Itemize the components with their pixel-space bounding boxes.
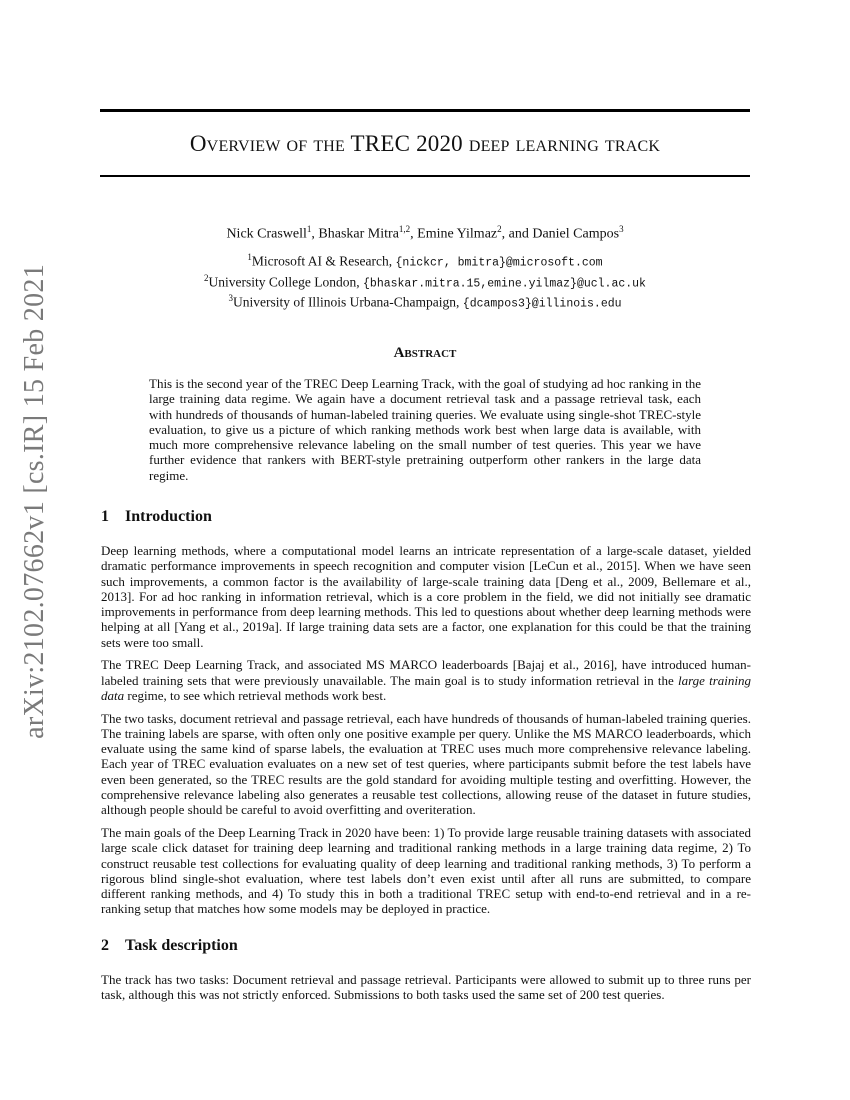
title-rule-bottom	[100, 175, 750, 177]
section-title: Task description	[125, 937, 238, 954]
author-separator: ,	[410, 226, 418, 242]
paper-title: Overview of the TREC 2020 deep learning track	[189, 131, 661, 156]
section-title: Introduction	[125, 508, 212, 525]
author-name: Nick Craswell	[226, 226, 307, 242]
abstract-heading: Abstract	[393, 345, 457, 361]
paragraph-emphasis: large training data	[101, 672, 751, 703]
author-separator: ,	[311, 226, 319, 242]
author-separator: , and	[501, 226, 533, 242]
section-number: 2	[101, 937, 109, 954]
paragraph-text: The TREC Deep Learning Track, and associated MS MARCO leaderboards [Bajaj et al., 2016], have introduced human-labeled training sets that were previously unavailable. The main goal is to study information retrieval in the	[101, 657, 751, 688]
affiliation-email: {bhaskar.mitra.15,emine.yilmaz}@ucl.ac.uk	[363, 277, 646, 290]
affiliation-name: University College London,	[208, 274, 364, 289]
arxiv-stamp-text: arXiv:2102.07662v1 [cs.IR] 15 Feb 2021	[19, 263, 50, 739]
abstract-text: This is the second year of the TREC Deep Learning Track, with the goal of studying ad hoc ranking in the large training data regime. We again have a document retrieval task and a passage retrieval task, each with hundreds of thousands of human-labeled training queries. We evaluate using single-shot TREC-style evaluation, to give us a picture of which ranking methods work best when large data is available, with much more comprehensive relevance labeling on the small number of test queries. This year we have further evidence that rankers with BERT-style pretraining outperform other rankers in the large data regime.	[149, 376, 701, 483]
affiliation-line	[100, 291, 750, 312]
section-number: 1	[101, 508, 109, 525]
author-name: Daniel Campos	[532, 226, 620, 242]
affiliation-line	[100, 250, 750, 271]
paragraph	[101, 657, 751, 703]
author-sup: 1	[306, 224, 312, 234]
affiliation-email: {dcampos3}@illinois.edu	[462, 297, 622, 311]
author-name: Emine Yilmaz	[417, 226, 498, 242]
title-rule-top	[100, 109, 750, 112]
affiliation-email: {nickcr, bmitra}@microsoft.com	[395, 256, 603, 270]
affiliation-line	[100, 271, 750, 292]
author-sup: 3	[619, 224, 624, 234]
paragraph: The track has two tasks: Document retrieval and passage retrieval. Participants were allowed to submit up to three runs per task, although this was not strictly enforced. Submissions to both tasks used the same set of 200 test queries.	[101, 972, 751, 1003]
section-heading-task-description	[101, 937, 238, 955]
task-description-body	[101, 972, 751, 1010]
affiliation-sup: 2	[204, 272, 209, 283]
author-sup: 1,2	[398, 224, 411, 234]
affiliation-name: Microsoft AI & Research,	[251, 253, 396, 269]
author-sup: 2	[497, 224, 502, 234]
paragraph: The two tasks, document retrieval and passage retrieval, each have hundreds of thousands of human-labeled training queries. The training labels are sparse, with often only one positive example per query. Unlike the MS MARCO leaderboards, which evaluate using the same kind of sparse labels, the evaluation at TREC uses much more comprehensive relevance labeling. Each year of TREC evaluation evaluates on a new set of test queries, where participants submit before the test labels have even been generated, so the TREC results are the gold standard for avoiding multiple testing and overfitting. However, the comprehensive relevance labeling also generates a reusable test collections, allowing reuse of the dataset in future studies, although people should be careful to avoid overfitting and overiteration.	[101, 710, 751, 818]
affiliation-sup: 1	[247, 252, 252, 262]
author-list	[100, 221, 750, 243]
paragraph: The main goals of the Deep Learning Track in 2020 have been: 1) To provide large reusable training datasets with associated large scale click dataset for training deep learning and traditional ranking methods in a large training data regime, 2) To construct reusable test collections for evaluating quality of deep learning and traditional ranking methods, 3) To perform a rigorous blind single-shot evaluation, where test labels don’t even exist until after all runs are submitted, to compare different ranking methods, and 4) To study this in both a traditional TREC setup with end-to-end retrieval and in a re-ranking setup that matches how some models may be deployed in practice.	[101, 824, 751, 917]
section-heading-introduction	[101, 508, 212, 526]
introduction-body	[101, 543, 751, 924]
affiliation-sup: 3	[228, 293, 233, 303]
affiliation-list	[100, 250, 750, 312]
paragraph: Deep learning methods, where a computational model learns an intricate representation of a large-scale dataset, yielded dramatic performance improvements in speech recognition and computer vision [LeCun et al., 2015]. When we have seen such improvements, a common factor is the availability of large-scale training data [Deng et al., 2009, Bellemare et al., 2013]. For ad hoc ranking in information retrieval, which is a core problem in the field, we did not initially see dramatic improvements in performance from deep learning methods. This led to questions about whether deep learning methods were helping at all [Yang et al., 2019a]. If large training data sets are a factor, one explanation for this could be that the training sets were too small.	[101, 543, 751, 650]
paragraph-text: regime, to see which retrieval methods work best.	[124, 687, 387, 703]
affiliation-name: University of Illinois Urbana-Champaign,	[232, 294, 463, 310]
arxiv-stamp	[11, 263, 59, 739]
author-name: Bhaskar Mitra	[318, 226, 399, 242]
